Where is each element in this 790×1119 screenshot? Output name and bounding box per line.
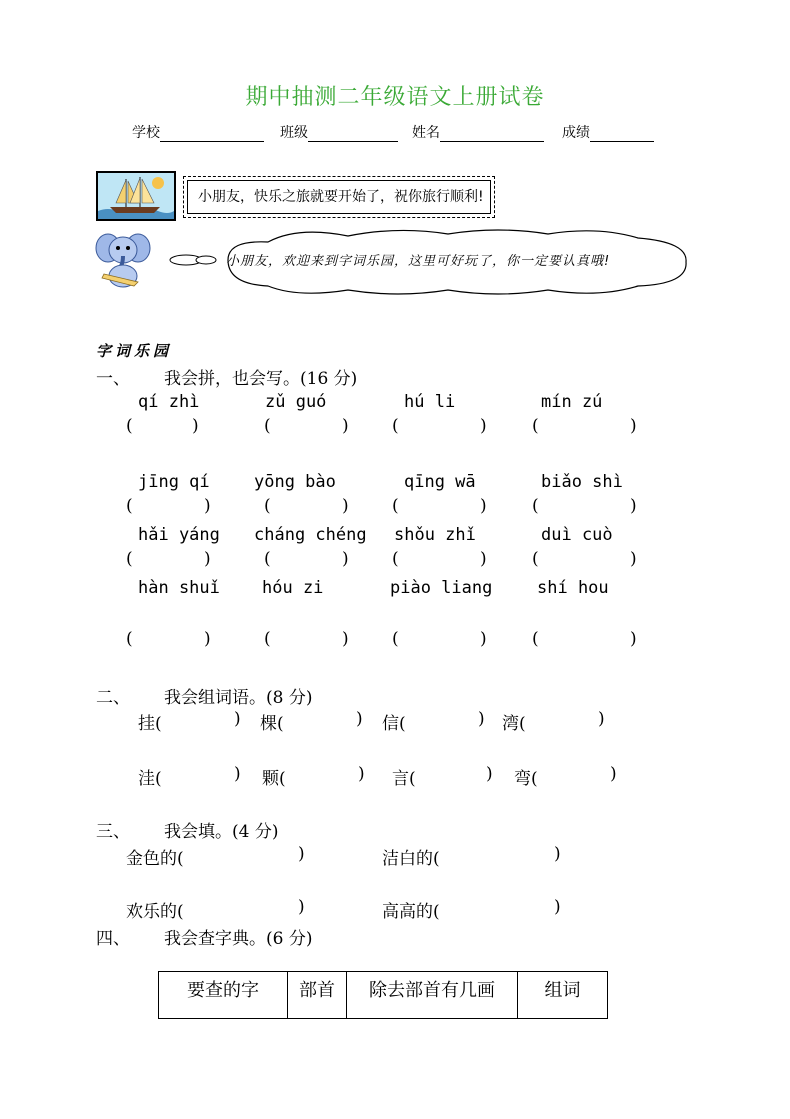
banner-text: 小朋友，快乐之旅就要开始了，祝你旅行顺利! bbox=[187, 180, 491, 214]
table-row bbox=[159, 972, 608, 1019]
table-header-cell: 部首 bbox=[288, 972, 347, 1019]
answer-open-paren[interactable]: ( bbox=[532, 496, 539, 516]
pinyin-item: qīng wā bbox=[404, 472, 476, 492]
pinyin-item: shǒu zhǐ bbox=[394, 525, 476, 545]
q1-label: 一、 bbox=[96, 369, 130, 389]
word-close-paren: ) bbox=[478, 709, 485, 729]
word-close-paren: ) bbox=[234, 764, 241, 784]
pinyin-item: hàn shuǐ bbox=[138, 578, 220, 598]
word-close-paren: ) bbox=[234, 709, 241, 729]
fill-close-paren: ) bbox=[298, 844, 305, 864]
cloud-text: 小朋友，欢迎来到字词乐园，这里可好玩了，你一定要认真哦! bbox=[226, 254, 611, 269]
fill-item[interactable]: 高高的( bbox=[382, 902, 440, 922]
answer-close-paren: ) bbox=[342, 549, 349, 569]
word-item[interactable]: 颗( bbox=[262, 769, 286, 789]
answer-close-paren: ) bbox=[192, 416, 199, 436]
q2-text: 我会组词语。(8 分) bbox=[164, 688, 313, 708]
score-blank[interactable] bbox=[590, 127, 654, 142]
pinyin-item: cháng chéng bbox=[254, 525, 367, 545]
answer-close-paren: ) bbox=[204, 549, 211, 569]
answer-open-paren[interactable]: ( bbox=[264, 549, 271, 569]
pinyin-item: duì cuò bbox=[541, 525, 613, 545]
page-title: 期中抽测二年级语文上册试卷 bbox=[245, 85, 545, 110]
pinyin-item: jīng qí bbox=[138, 472, 210, 492]
score-field[interactable] bbox=[562, 122, 654, 142]
answer-open-paren[interactable]: ( bbox=[392, 549, 399, 569]
q3-text: 我会填。(4 分) bbox=[164, 822, 279, 842]
answer-close-paren: ) bbox=[342, 416, 349, 436]
word-close-paren: ) bbox=[358, 764, 365, 784]
answer-close-paren: ) bbox=[630, 416, 637, 436]
pinyin-item: hóu zi bbox=[262, 578, 324, 598]
answer-open-paren[interactable]: ( bbox=[264, 629, 271, 649]
word-close-paren: ) bbox=[486, 764, 493, 784]
answer-open-paren[interactable]: ( bbox=[532, 629, 539, 649]
pinyin-item: biǎo shì bbox=[541, 472, 623, 492]
q4-label: 四、 bbox=[96, 929, 130, 949]
answer-close-paren: ) bbox=[630, 549, 637, 569]
answer-close-paren: ) bbox=[630, 629, 637, 649]
fill-close-paren: ) bbox=[554, 844, 561, 864]
q3-label: 三、 bbox=[96, 822, 130, 842]
q4-text: 我会查字典。(6 分) bbox=[164, 929, 313, 949]
name-field[interactable] bbox=[412, 122, 544, 142]
word-item[interactable]: 言( bbox=[392, 769, 416, 789]
q1-text: 我会拼，也会写。(16 分) bbox=[164, 369, 358, 389]
q2-label: 二、 bbox=[96, 688, 130, 708]
school-label: 学校 bbox=[132, 124, 160, 140]
word-close-paren: ) bbox=[356, 709, 363, 729]
answer-close-paren: ) bbox=[480, 549, 487, 569]
word-item[interactable]: 湾( bbox=[502, 714, 526, 734]
answer-open-paren[interactable]: ( bbox=[126, 629, 133, 649]
fill-close-paren: ) bbox=[298, 897, 305, 917]
sailboat-image bbox=[96, 171, 176, 221]
table-header-cell: 要查的字 bbox=[159, 972, 288, 1019]
fill-close-paren: ) bbox=[554, 897, 561, 917]
answer-open-paren[interactable]: ( bbox=[392, 496, 399, 516]
answer-open-paren[interactable]: ( bbox=[532, 549, 539, 569]
answer-close-paren: ) bbox=[480, 629, 487, 649]
pinyin-item: piào liang bbox=[390, 578, 493, 598]
pinyin-item: qí zhì bbox=[138, 392, 200, 412]
answer-open-paren[interactable]: ( bbox=[532, 416, 539, 436]
q3-heading bbox=[96, 817, 278, 842]
school-blank[interactable] bbox=[160, 127, 264, 142]
q1-heading bbox=[96, 364, 357, 389]
dictionary-table bbox=[158, 971, 608, 1019]
fill-item[interactable]: 金色的( bbox=[126, 849, 184, 869]
word-item[interactable]: 弯( bbox=[514, 769, 538, 789]
answer-open-paren[interactable]: ( bbox=[126, 416, 133, 436]
answer-close-paren: ) bbox=[204, 629, 211, 649]
section-title: 字词乐园 bbox=[96, 342, 173, 360]
answer-close-paren: ) bbox=[630, 496, 637, 516]
name-blank[interactable] bbox=[440, 127, 544, 142]
q4-heading bbox=[96, 924, 312, 949]
pinyin-item: zǔ guó bbox=[265, 392, 327, 412]
word-close-paren: ) bbox=[598, 709, 605, 729]
answer-open-paren[interactable]: ( bbox=[264, 496, 271, 516]
elephant-icon bbox=[94, 228, 152, 290]
table-header-cell: 组词 bbox=[518, 972, 608, 1019]
pinyin-item: shí hou bbox=[537, 578, 609, 598]
answer-open-paren[interactable]: ( bbox=[264, 416, 271, 436]
class-label: 班级 bbox=[280, 124, 308, 140]
answer-close-paren: ) bbox=[204, 496, 211, 516]
answer-close-paren: ) bbox=[480, 496, 487, 516]
answer-close-paren: ) bbox=[342, 496, 349, 516]
pinyin-item: yōng bào bbox=[254, 472, 336, 492]
class-blank[interactable] bbox=[308, 127, 398, 142]
word-item[interactable]: 信( bbox=[382, 714, 406, 734]
name-label: 姓名 bbox=[412, 124, 440, 140]
answer-close-paren: ) bbox=[480, 416, 487, 436]
fill-item[interactable]: 洁白的( bbox=[382, 849, 440, 869]
elephant-image bbox=[94, 228, 152, 290]
answer-open-paren[interactable]: ( bbox=[126, 496, 133, 516]
answer-open-paren[interactable]: ( bbox=[392, 629, 399, 649]
word-close-paren: ) bbox=[610, 764, 617, 784]
school-field[interactable] bbox=[132, 122, 264, 142]
class-field[interactable] bbox=[280, 122, 398, 142]
pinyin-item: hǎi yáng bbox=[138, 525, 220, 545]
sailboat-icon bbox=[98, 173, 174, 219]
score-label: 成绩 bbox=[562, 124, 590, 140]
answer-open-paren[interactable]: ( bbox=[392, 416, 399, 436]
welcome-banner bbox=[183, 176, 495, 218]
q2-heading bbox=[96, 683, 312, 708]
answer-close-paren: ) bbox=[342, 629, 349, 649]
pinyin-item: hú li bbox=[404, 392, 456, 412]
word-item[interactable]: 洼( bbox=[138, 769, 162, 789]
table-header-cell: 除去部首有几画 bbox=[347, 972, 518, 1019]
word-item[interactable]: 挂( bbox=[138, 714, 162, 734]
word-item[interactable]: 棵( bbox=[260, 714, 284, 734]
pinyin-item: mín zú bbox=[541, 392, 603, 412]
fill-item[interactable]: 欢乐的( bbox=[126, 902, 184, 922]
answer-open-paren[interactable]: ( bbox=[126, 549, 133, 569]
